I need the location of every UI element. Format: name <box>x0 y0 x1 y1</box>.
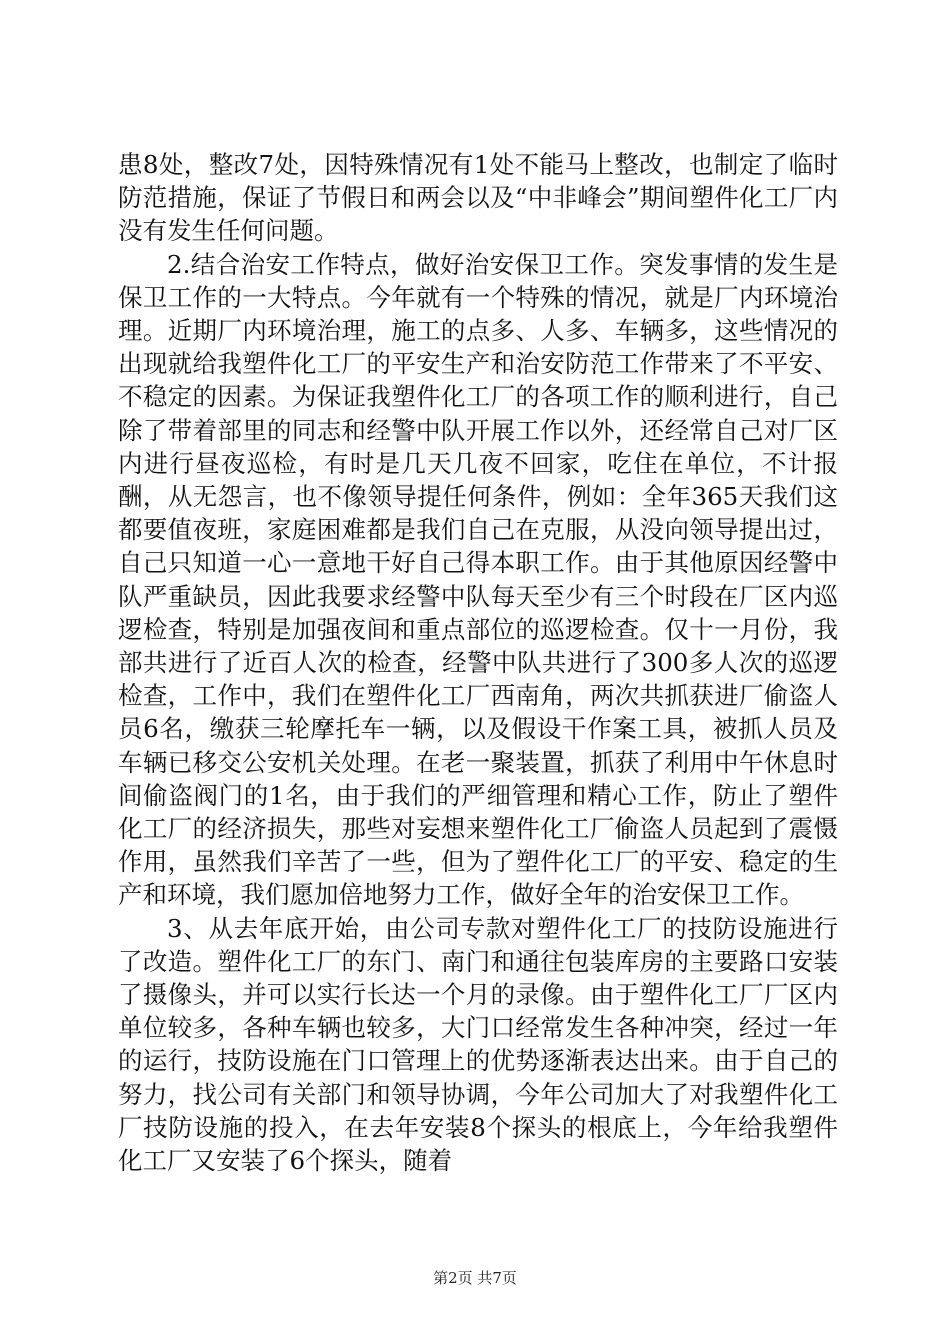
page-footer <box>0 1268 950 1288</box>
paragraph-1: 患8处，整改7处，因特殊情况有1处不能马上整改，也制定了临时防范措施，保证了节假日和两会以及“中非峰会”期间塑件化工厂内没有发生任何问题。 <box>118 150 838 246</box>
document-body <box>118 148 838 1177</box>
page-number: 第2页 共7页 <box>433 1269 517 1287</box>
paragraph-2: 2.结合治安工作特点，做好治安保卫工作。突发事情的发生是保卫工作的一大特点。今年就有一个特殊的情况，就是厂内环境治理。近期厂内环境治理，施工的点多、人多、车辆多，这些情况的出现就给我塑件化工厂的平安生产和治安防范工作带来了不平安、不稳定的因素。为保证我塑件化工厂的各项工作的顺利进行，自己除了带着部里的同志和经警中队开展工作以外，还经常自己对厂区内进行昼夜巡检，有时是几天几夜不回家，吃住在单位，不计报酬，从无怨言，也不像领导提任何条件，例如：全年365天我们这都要值夜班，家庭困难都是我们自己在克服，从没向领导提出过，自己只知道一心一意地干好自己得本职工作。由于其他原因经警中队严重缺员，因此我要求经警中队每天至少有三个时段在厂区内巡逻检查，特别是加强夜间和重点部位的巡逻检查。仅十一月份，我部共进行了近百人次的检查，经警中队共进行了300多人次的巡逻检查，工作中，我们在塑件化工厂西南角，两次共抓获进厂偷盗人员6名，缴获三轮摩托车一辆，以及假设干作案工具，被抓人员及车辆已移交公安机关处理。在老一聚装置，抓获了利用中午休息时间偷盗阀门的1名，由于我们的严细管理和精心工作，防止了塑件化工厂的经济损失，那些对妄想来塑件化工厂偷盗人员起到了震慑作用，虽然我们辛苦了一些，但为了塑件化工厂的平安、稳定的生产和环境，我们愿加倍地努力工作，做好全年的治安保卫工作。 <box>118 249 838 910</box>
paragraph-3: 3、从去年底开始，由公司专款对塑件化工厂的技防设施进行了改造。塑件化工厂的东门、南门和通往包装库房的主要路口安装了摄像头，并可以实行长达一个月的录像。由于塑件化工厂厂区内单位较多，各种车辆也较多，大门口经常发生各种冲突，经过一年的运行，技防设施在门口管理上的优势逐渐表达出来。由于自己的努力，找公司有关部门和领导协调，今年公司加大了对我塑件化工厂技防设施的投入，在去年安装8个探头的根底上，今年给我塑件化工厂又安装了6个探头，随着 <box>118 913 838 1176</box>
